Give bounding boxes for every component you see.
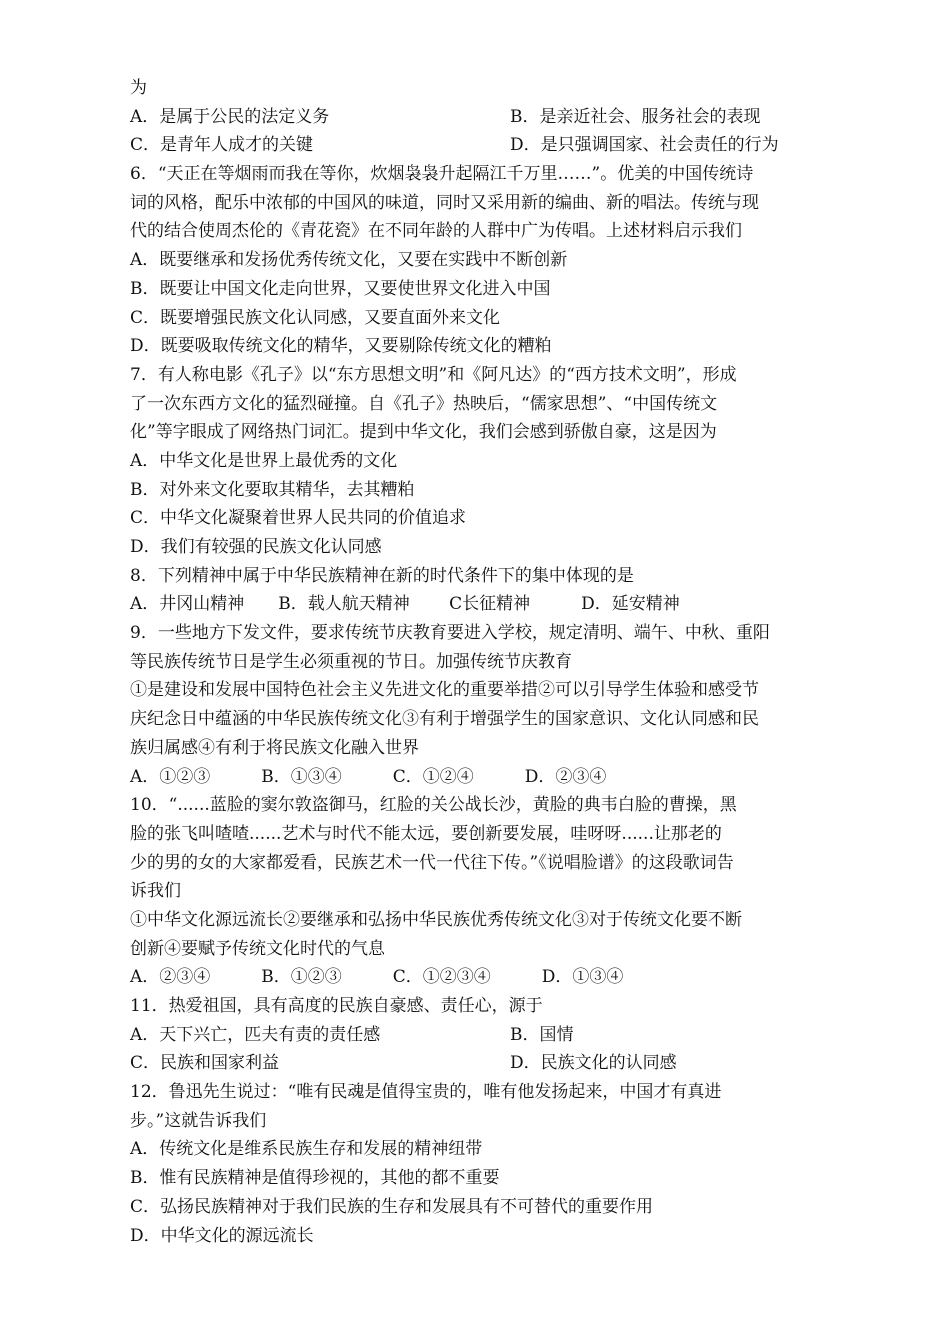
option-d: D．民族文化的认同感 <box>510 1053 677 1074</box>
text-line: 脸的张飞叫喳喳......艺术与时代不能太远，要创新要发展，哇呀呀......让那老的 <box>130 823 722 844</box>
text-line: 创新④要赋予传统文化时代的气息 <box>130 938 385 959</box>
question-6: 6．“天正在等烟雨而我在等你，炊烟袅袅升起隔江千万里……”。优美的中国传统诗 <box>130 164 754 185</box>
text-line: 代的结合使周杰伦的《青花瓷》在不同年龄的人群中广为传唱。上述材料启示我们 <box>130 221 742 242</box>
question-7: 7．有人称电影《孔子》以“东方思想文明”和《阿凡达》的“西方技术文明”，形成 <box>130 364 737 385</box>
option-row <box>130 1021 850 1050</box>
option-c: C．弘扬民族精神对于我们民族的生存和发展具有不可替代的重要作用 <box>130 1196 654 1217</box>
question-12: 12．鲁迅先生说过：“唯有民魂是值得宝贵的，唯有他发扬起来，中国才有真进 <box>130 1082 722 1103</box>
option-a: A．天下兴亡，匹夫有责的责任感 <box>130 1024 381 1045</box>
text-line: 等民族传统节日是学生必须重视的节日。加强传统节庆教育 <box>130 651 572 672</box>
option-a: A．传统文化是维系民族生存和发展的精神纽带 <box>130 1139 483 1160</box>
option-b: B．惟有民族精神是值得珍视的，其他的都不重要 <box>130 1168 500 1189</box>
text-line: 庆纪念日中蕴涵的中华民族传统文化③有利于增强学生的国家意识、文化认同感和民 <box>130 709 759 730</box>
question-9: 9．一些地方下发文件，要求传统节庆教育要进入学校，规定清明、端午、中秋、重阳 <box>130 623 770 644</box>
text-line: 词的风格，配乐中浓郁的中国风的味道，同时又采用新的编曲、新的唱法。传统与现 <box>130 192 759 213</box>
option-a: A．是属于公民的法定义务 <box>130 106 330 127</box>
option-a: A．中华文化是世界上最优秀的文化 <box>130 450 398 471</box>
option-d: D．既要吸取传统文化的精华，又要剔除传统文化的糟粕 <box>130 336 552 357</box>
question-10: 10．“......蓝脸的窦尔敦盗御马，红脸的关公战长沙，黄脸的典韦白脸的曹操，黑 <box>130 795 737 816</box>
question-8: 8．下列精神中属于中华民族精神在新的时代条件下的集中体现的是 <box>130 565 634 586</box>
text-line: 诉我们 <box>130 881 181 902</box>
text-line: 少的男的女的大家都爱看，民族艺术一代一代往下传。”《说唱脸谱》的这段歌词告 <box>130 852 734 873</box>
option-row <box>130 103 850 132</box>
option-d: D．中华文化的源远流长 <box>130 1225 314 1246</box>
text-line: 了一次东西方文化的猛烈碰撞。自《孔子》热映后，“儒家思想”、“中国传统文 <box>130 393 718 414</box>
text-line: 化”等字眼成了网络热门词汇。提到中华文化，我们会感到骄傲自豪，这是因为 <box>130 422 717 443</box>
text-line: 步。”这就告诉我们 <box>130 1110 267 1131</box>
option-c: C．中华文化凝聚着世界人民共同的价值追求 <box>130 508 467 529</box>
options-line: A．井冈山精神 B．载人航天精神 C长征精神 D．延安精神 <box>130 594 680 615</box>
option-b: B．国情 <box>510 1024 574 1045</box>
text-line: 族归属感④有利于将民族文化融入世界 <box>130 737 419 758</box>
option-b: B．既要让中国文化走向世界，又要使世界文化进入中国 <box>130 278 551 299</box>
option-c: C．既要增强民族文化认同感，又要直面外来文化 <box>130 307 501 328</box>
exam-page <box>130 74 850 1250</box>
option-d: D．是只强调国家、社会责任的行为 <box>510 135 779 156</box>
options-line: A．②③④ B．①②③ C．①②③④ D．①③④ <box>130 967 624 988</box>
options-line: A．①②③ B．①③④ C．①②④ D．②③④ <box>130 766 607 787</box>
text-line: ①是建设和发展中国特色社会主义先进文化的重要举措②可以引导学生体验和感受节 <box>130 680 759 701</box>
option-b: B．是亲近社会、服务社会的表现 <box>510 106 761 127</box>
option-row <box>130 1049 850 1078</box>
question-11: 11．热爱祖国，具有高度的民族自豪感、责任心，源于 <box>130 996 543 1016</box>
text-line: 为 <box>130 78 147 98</box>
option-b: B．对外来文化要取其精华，去其糟粕 <box>130 479 415 500</box>
option-row <box>130 131 850 160</box>
option-c: C．民族和国家利益 <box>130 1053 280 1074</box>
text-line: ①中华文化源远流长②要继承和弘扬中华民族优秀传统文化③对于传统文化要不断 <box>130 909 742 930</box>
option-a: A．既要继承和发扬优秀传统文化，又要在实践中不断创新 <box>130 250 568 271</box>
option-c: C．是青年人成才的关键 <box>130 135 314 156</box>
option-d: D．我们有较强的民族文化认同感 <box>130 537 382 557</box>
